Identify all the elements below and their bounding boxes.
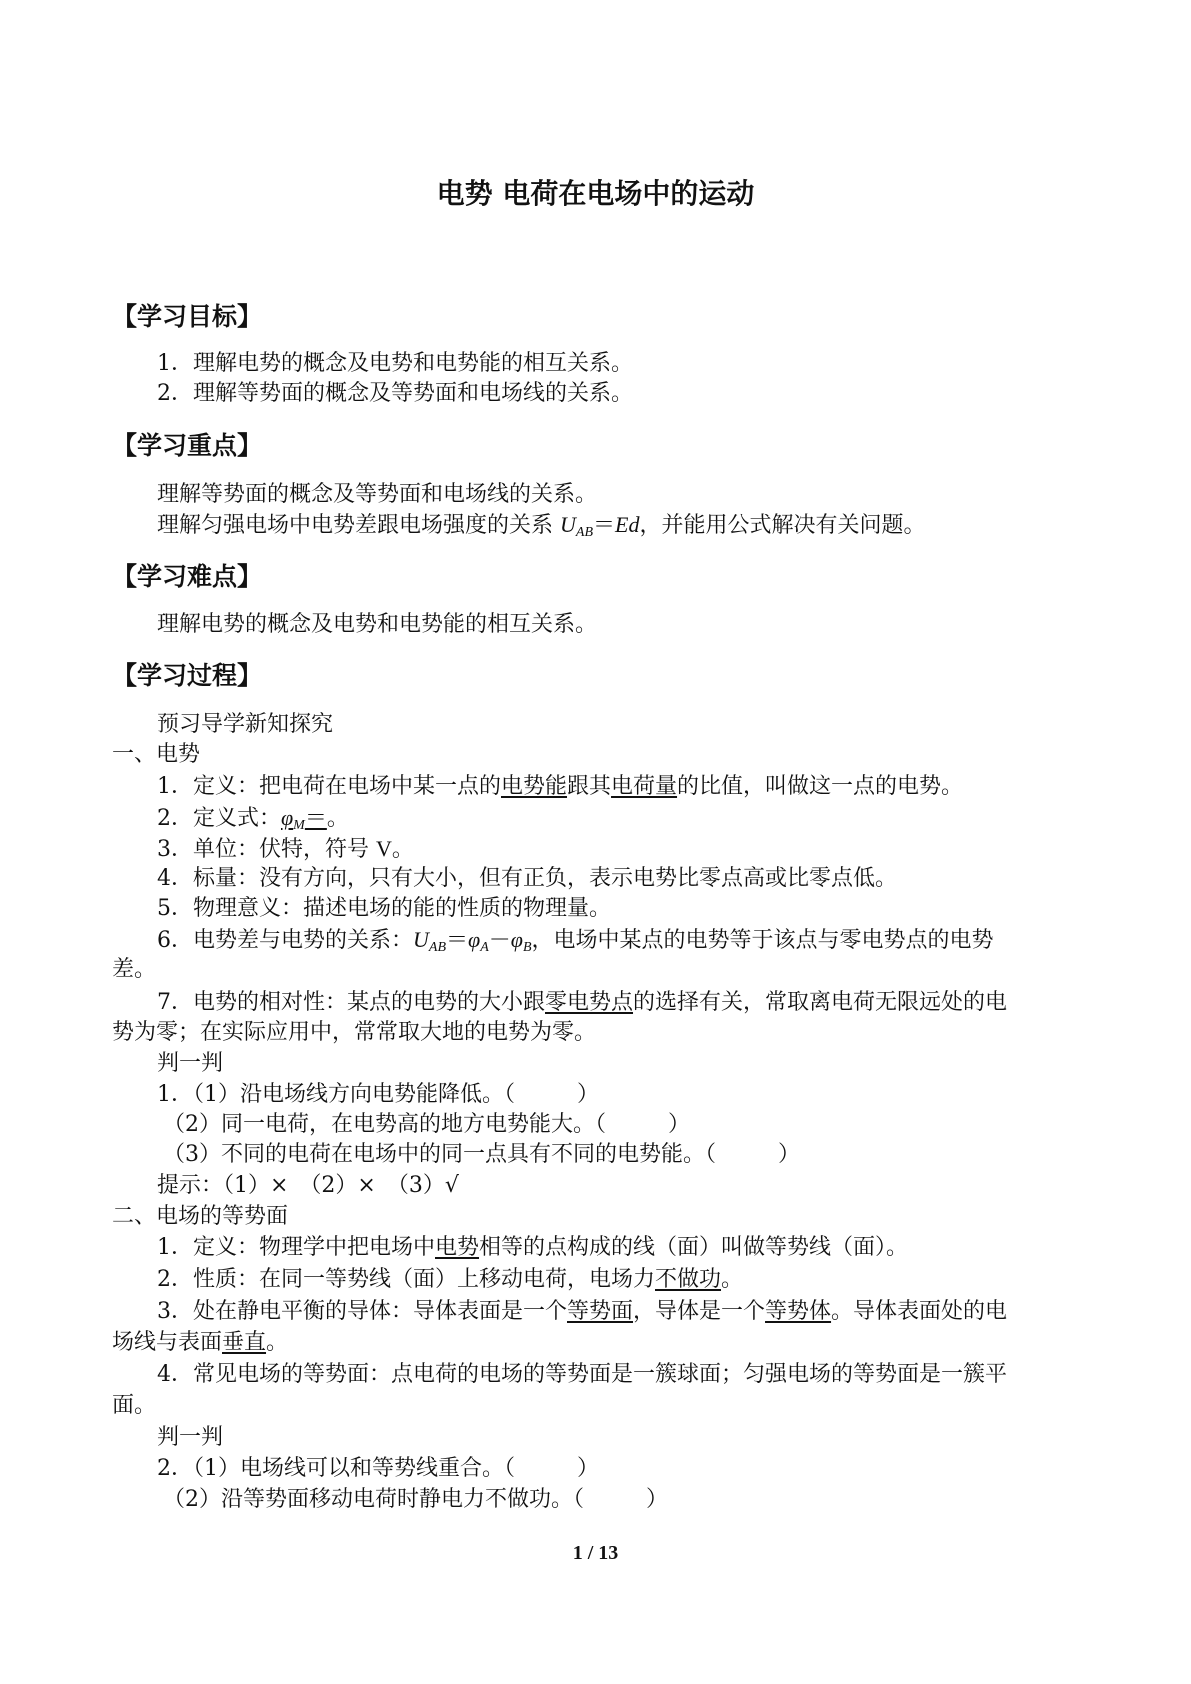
- conductor-text: 。: [266, 1330, 289, 1355]
- judge-paren: ）: [646, 1487, 669, 1512]
- part1-relation: [157, 925, 994, 963]
- underlined-term: 电势能: [501, 774, 568, 799]
- part1-judge-1: [157, 1080, 599, 1110]
- underlined-term: 垂直: [222, 1330, 267, 1355]
- underlined-term: 零电势点: [545, 990, 634, 1015]
- judge-question: （2）沿等势面移动电荷时静电力不做功。（: [163, 1487, 584, 1512]
- heading-learning-goals: 【学习目标】: [112, 302, 263, 331]
- formula-underlined: [281, 806, 327, 831]
- definition-text: 跟其: [567, 774, 612, 799]
- formula-subscript: B: [522, 940, 532, 955]
- heading-difficulty: 【学习难点】: [112, 562, 263, 591]
- relativity-text: 的选择有关，常取离电荷无限远处的电: [633, 990, 1008, 1015]
- key-point-2-post: ，并能用公式解决有关问题。: [639, 513, 926, 538]
- formula-equals: ＝: [304, 806, 327, 831]
- judge-paren: ）: [577, 1082, 600, 1107]
- part2-title: 二、电场的等势面: [112, 1204, 289, 1229]
- part1-relativity: [157, 988, 1007, 1018]
- goal-item-2: 2．理解等势面的概念及等势面和电场线的关系。: [157, 381, 633, 406]
- conductor-text: 场线与表面: [112, 1330, 223, 1355]
- formula-equals: ＝: [446, 928, 469, 953]
- part1-relation-cont: 差。: [112, 957, 157, 982]
- formula-phi: φ: [468, 927, 481, 952]
- definition-text: 相等的点构成的线（面）叫做等势线（面）。: [479, 1235, 909, 1260]
- formula-subscript: M: [293, 818, 305, 833]
- property-text: 2．性质：在同一等势线（面）上移动电荷，电场力: [157, 1267, 655, 1292]
- conductor-text: 。导体表面处的电: [831, 1299, 1008, 1324]
- heading-learning-process: 【学习过程】: [112, 661, 263, 690]
- goal-item-1: 1．理解电势的概念及电势和电势能的相互关系。: [157, 351, 633, 376]
- formula-U: U: [560, 512, 576, 537]
- relativity-text: 7．电势的相对性：某点的电势的大小跟: [157, 990, 545, 1015]
- part2-conductor-cont: [112, 1328, 288, 1358]
- part1-definition: [157, 772, 963, 802]
- part1-meaning: 5．物理意义：描述电场的能的性质的物理量。: [157, 896, 611, 921]
- judge-question: 1．（1）沿电场线方向电势能降低。（: [157, 1082, 515, 1107]
- formula-U: U: [413, 927, 429, 952]
- page-title: 电势 电荷在电场中的运动: [436, 177, 755, 210]
- relation-text: ，电场中某点的电势等于该点与零电势点的电势: [531, 928, 994, 953]
- page-number: 1 / 13: [572, 1542, 619, 1564]
- underlined-term: 等势面: [567, 1299, 634, 1324]
- formula-subscript: A: [480, 940, 489, 955]
- judge-question: （3）不同的电荷在电场中的同一点具有不同的电势能。（: [163, 1142, 716, 1167]
- underlined-term: 等势体: [765, 1299, 832, 1324]
- key-point-1: 理解等势面的概念及等势面和电场线的关系。: [157, 482, 598, 507]
- part2-definition: [157, 1233, 908, 1263]
- formula-phi: φ: [281, 805, 294, 830]
- part2-judge-1: [157, 1454, 599, 1484]
- underlined-term: 不做功: [655, 1267, 722, 1292]
- part1-scalar: 4．标量：没有方向，只有大小，但有正负，表示电势比零点高或比零点低。: [157, 866, 897, 891]
- unit-end: 。: [391, 837, 414, 862]
- part2-common-cont: 面。: [112, 1393, 157, 1418]
- part2-common: 4．常见电场的等势面：点电荷的电场的等势面是一簇球面；匀强电场的等势面是一簇平: [157, 1362, 1007, 1387]
- conductor-text: 3．处在静电平衡的导体：导体表面是一个: [157, 1299, 567, 1324]
- judge-paren: ）: [577, 1456, 600, 1481]
- definition-text: 1．定义：把电荷在电场中某一点的: [157, 774, 501, 799]
- key-point-2-pre: 理解匀强电场中电势差跟电场强度的关系: [157, 513, 560, 538]
- part1-relativity-cont: 势为零；在实际应用中，常常取大地的电势为零。: [112, 1020, 597, 1045]
- part2-conductor: [157, 1297, 1007, 1327]
- heading-key-points: 【学习重点】: [112, 431, 263, 460]
- judge-paren: ）: [778, 1142, 801, 1167]
- formula-equals: ＝: [593, 513, 616, 538]
- process-intro: 预习导学新知探究: [157, 712, 334, 737]
- part2-property: [157, 1265, 743, 1295]
- formula-end: 。: [326, 806, 349, 831]
- unit-text: 3．单位：伏特，符号: [157, 837, 376, 862]
- part2-judge-title: 判一判: [157, 1425, 224, 1450]
- conductor-text: ，导体是一个: [633, 1299, 766, 1324]
- formula-phi: φ: [510, 927, 523, 952]
- formula-minus: －: [488, 928, 511, 953]
- part1-judge-2: [163, 1110, 690, 1140]
- unit-symbol: V: [376, 836, 392, 861]
- difficulty-line: 理解电势的概念及电势和电势能的相互关系。: [157, 612, 598, 637]
- underlined-term: 电荷量: [611, 774, 678, 799]
- definition-text: 的比值，叫做这一点的电势。: [677, 774, 964, 799]
- property-text: 。: [721, 1267, 744, 1292]
- formula-subscript-AB: AB: [575, 525, 593, 540]
- key-point-2: [157, 510, 925, 548]
- judge-question: 2．（1）电场线可以和等势线重合。（: [157, 1456, 515, 1481]
- judge-question: （2）同一电荷，在电势高的地方电势能大。（: [163, 1112, 606, 1137]
- part1-hint: 提示：（1）× （2）× （3）√: [157, 1173, 459, 1198]
- formula-Ed: Ed: [615, 512, 640, 537]
- part1-unit: [157, 834, 414, 865]
- part1-judge-3: [163, 1140, 800, 1170]
- formula-label: 2．定义式：: [157, 806, 281, 831]
- judge-paren: ）: [668, 1112, 691, 1137]
- underlined-term: 电势: [435, 1235, 480, 1260]
- formula-subscript: AB: [428, 940, 446, 955]
- definition-text: 1．定义：物理学中把电场中: [157, 1235, 435, 1260]
- relation-text: 6．电势差与电势的关系：: [157, 928, 413, 953]
- part1-judge-title: 判一判: [157, 1051, 224, 1076]
- part2-judge-2: [163, 1485, 668, 1515]
- part1-title: 一、电势: [112, 742, 201, 767]
